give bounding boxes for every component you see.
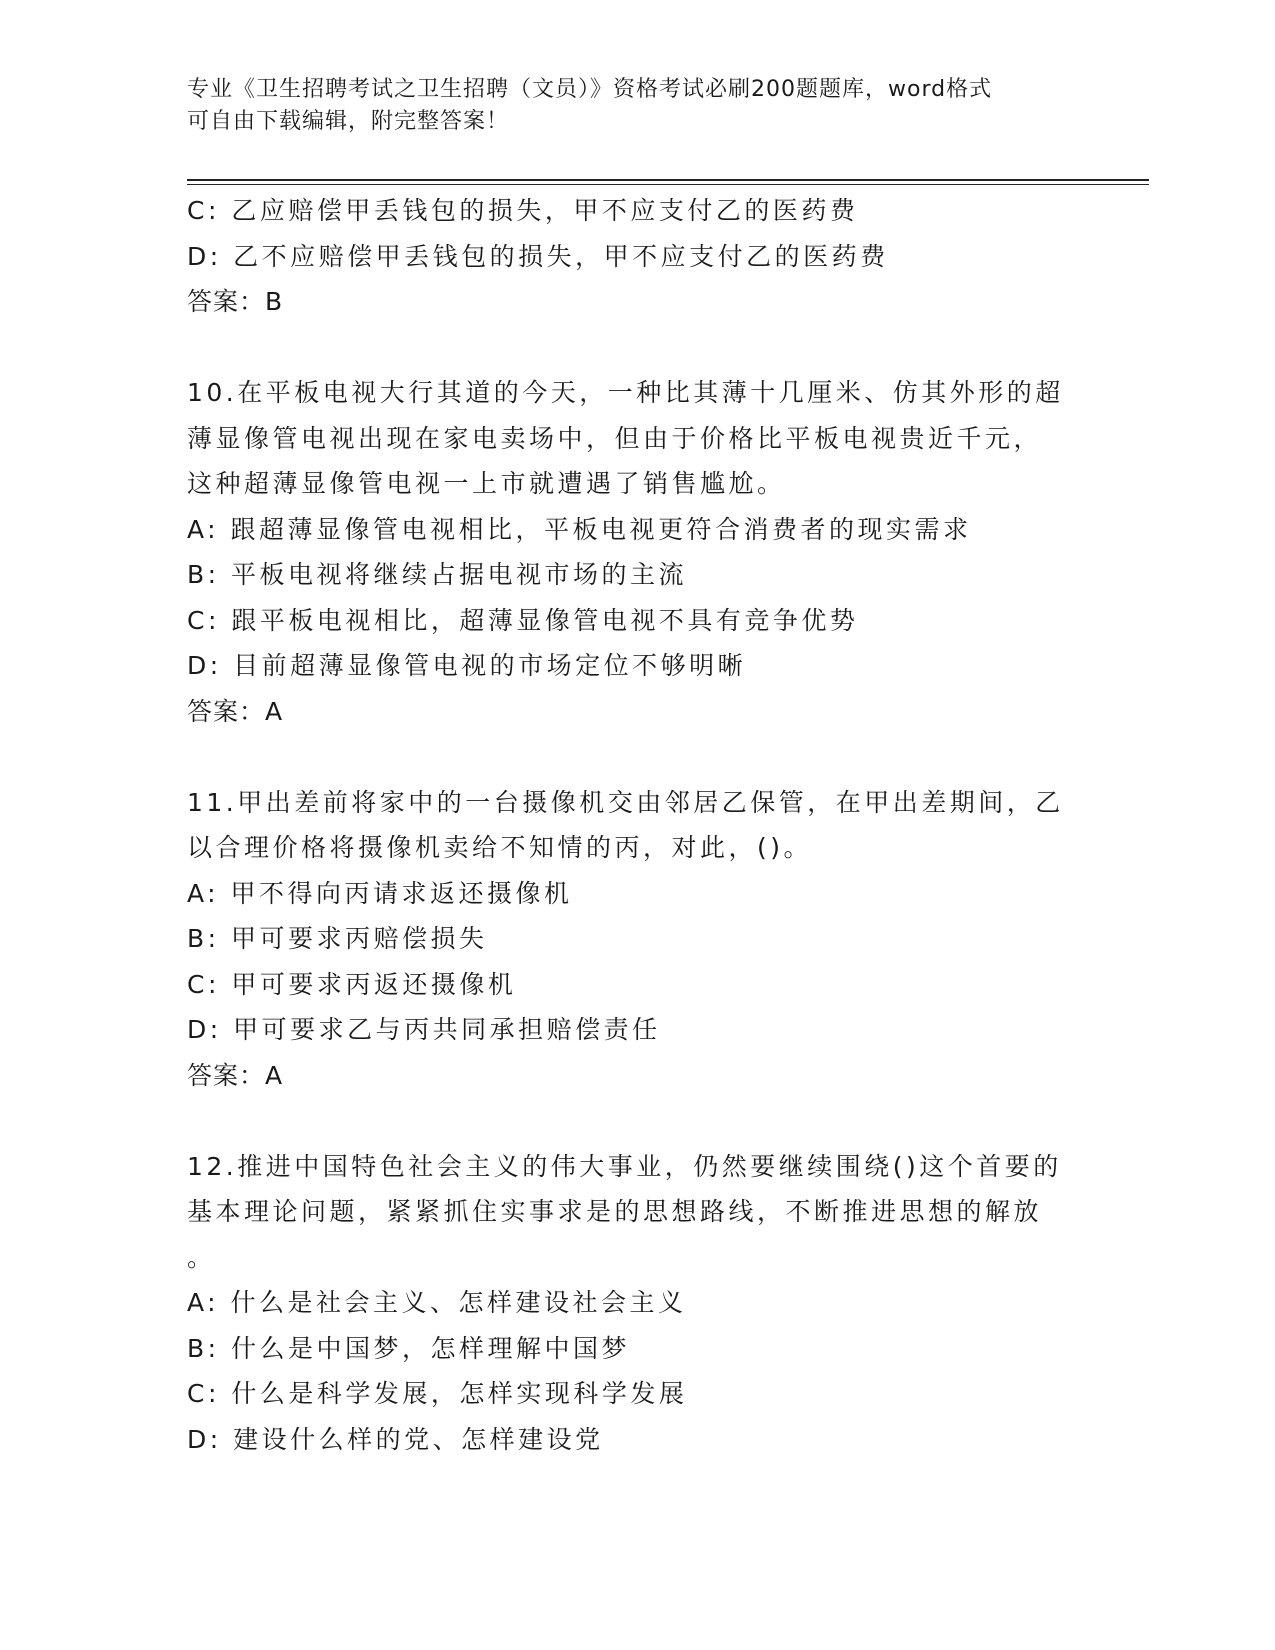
question-stem: 11.甲出差前将家中的一台摄像机交由邻居乙保管，在甲出差期间，乙 xyxy=(187,787,1064,817)
option-c: C: 什么是科学发展，怎样实现科学发展 xyxy=(187,1379,688,1408)
option-d: D: 乙不应赔偿甲丢钱包的损失，甲不应支付乙的医药费 xyxy=(187,241,889,271)
option-a: A: 甲不得向丙请求返还摄像机 xyxy=(187,878,573,908)
option-b: B: 甲可要求丙赔偿损失 xyxy=(187,924,488,953)
option-b: B: 什么是中国梦，怎样理解中国梦 xyxy=(187,1333,631,1363)
header-divider-thin xyxy=(187,184,1149,185)
header-title-line1: 专业《卫生招聘考试之卫生招聘（文员）》资格考试必刷200题题库，word格式 xyxy=(187,77,993,102)
answer: 答案：A xyxy=(187,696,284,726)
question-stem: 。 xyxy=(187,1242,216,1272)
option-c: C: 乙应赔偿甲丢钱包的损失，甲不应支付乙的医药费 xyxy=(187,196,859,225)
question-9 xyxy=(187,188,1087,325)
question-10 xyxy=(187,370,1087,734)
option-b: B: 平板电视将继续占据电视市场的主流 xyxy=(187,560,688,589)
question-stem: 10.在平板电视大行其道的今天，一种比其薄十几厘米、仿其外形的超 xyxy=(187,378,1064,407)
question-stem: 12.推进中国特色社会主义的伟大事业，仍然要继续围绕()这个首要的 xyxy=(187,1151,1062,1181)
page-header xyxy=(187,74,1087,138)
spacer xyxy=(187,734,1087,780)
question-11 xyxy=(187,780,1087,1099)
header-divider-thick xyxy=(187,179,1149,181)
option-c: C: 甲可要求丙返还摄像机 xyxy=(187,969,517,999)
question-12 xyxy=(187,1144,1087,1463)
answer: 答案：A xyxy=(187,1060,284,1090)
header-title-line2: 可自由下载编辑，附完整答案！ xyxy=(187,109,510,134)
spacer xyxy=(187,1098,1087,1144)
question-stem: 以合理价格将摄像机卖给不知情的丙，对此，()。 xyxy=(187,833,813,862)
option-c: C: 跟平板电视相比，超薄显像管电视不具有竞争优势 xyxy=(187,605,859,635)
option-d: D: 目前超薄显像管电视的市场定位不够明晰 xyxy=(187,651,747,680)
question-stem: 基本理论问题，紧紧抓住实事求是的思想路线，不断推进思想的解放 xyxy=(187,1197,1043,1226)
question-stem: 薄显像管电视出现在家电卖场中，但由于价格比平板电视贵近千元， xyxy=(187,423,1043,453)
spacer xyxy=(187,325,1087,371)
question-list xyxy=(187,188,1087,1462)
answer: 答案：B xyxy=(187,287,284,316)
option-a: A: 什么是社会主义、怎样建设社会主义 xyxy=(187,1288,687,1317)
question-stem: 这种超薄显像管电视一上市就遭遇了销售尴尬。 xyxy=(187,469,786,498)
option-d: D: 甲可要求乙与丙共同承担赔偿责任 xyxy=(187,1015,661,1044)
option-a: A: 跟超薄显像管电视相比，平板电视更符合消费者的现实需求 xyxy=(187,514,972,544)
option-d: D: 建设什么样的党、怎样建设党 xyxy=(187,1424,604,1454)
